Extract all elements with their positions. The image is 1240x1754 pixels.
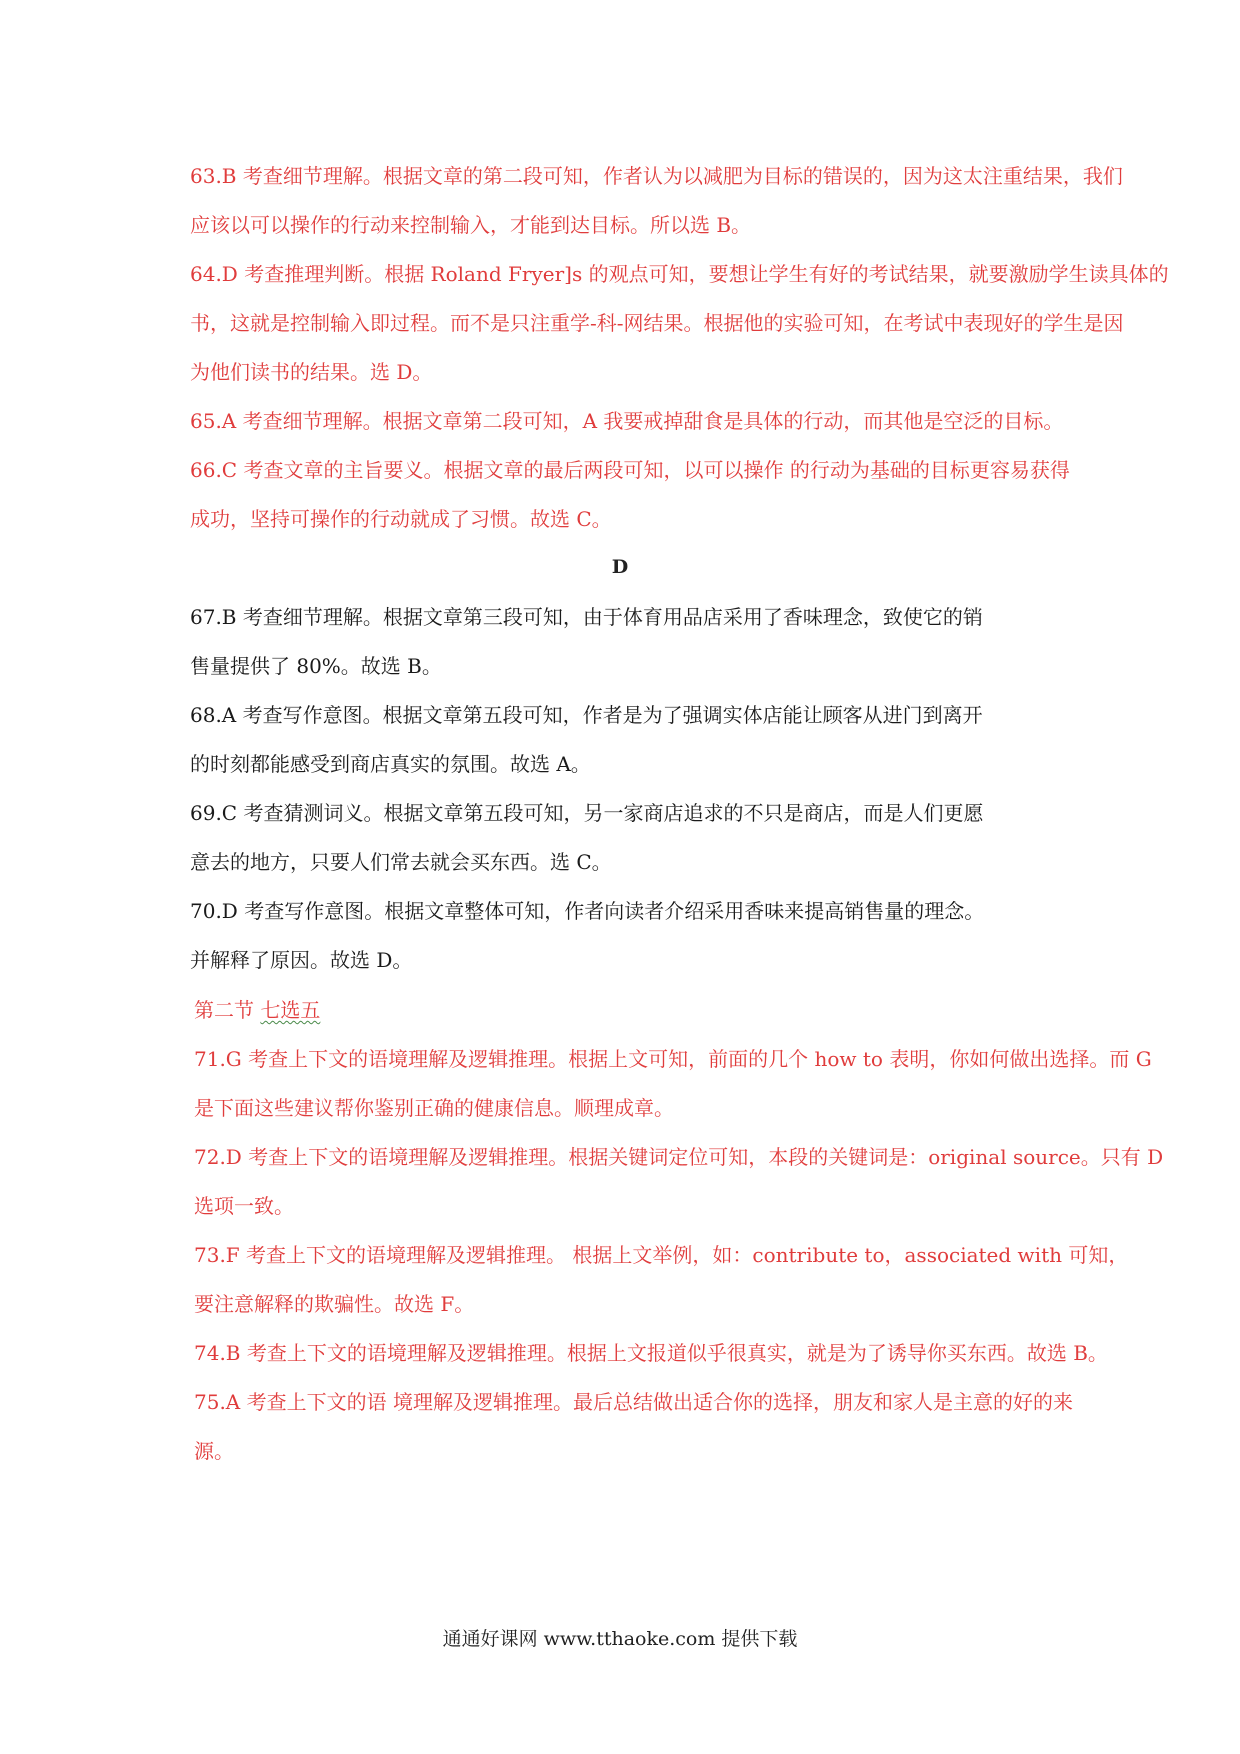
answer-line: 72.D 考查上下文的语境理解及逻辑推理。根据关键词定位可知，本段的关键词是：original source。只有 D [194, 1145, 1164, 1169]
answer-line: 成功，坚持可操作的行动就成了习惯。故选 C。 [190, 507, 612, 531]
answer-line: 63.B 考查细节理解。根据文章的第二段可知，作者认为以减肥为目标的错误的，因为这太注重结果，我们 [190, 164, 1123, 188]
answer-line: 66.C 考查文章的主旨要义。根据文章的最后两段可知，以可以操作 的行动为基础的目标更容易获得 [190, 458, 1070, 482]
answer-line: 为他们读书的结果。选 D。 [190, 360, 433, 384]
answer-line: 71.G 考查上下文的语境理解及逻辑推理。根据上文可知，前面的几个 how to 表明，你如何做出选择。而 G [194, 1047, 1152, 1071]
answer-line: 书，这就是控制输入即过程。而不是只注重学-科-网结果。根据他的实验可知，在考试中表现好的学生是因 [190, 311, 1124, 335]
answer-line: 要注意解释的欺骗性。故选 F。 [194, 1292, 475, 1316]
answer-line: 68.A 考查写作意图。根据文章第五段可知，作者是为了强调实体店能让顾客从进门到离开 [190, 703, 983, 727]
answer-line: 70.D 考查写作意图。根据文章整体可知，作者向读者介绍采用香味来提高销售量的理念。 [190, 899, 985, 923]
answer-line: 65.A 考查细节理解。根据文章第二段可知，A 我要戒掉甜食是具体的行动，而其他是空泛的目标。 [190, 409, 1064, 433]
section2-heading [194, 996, 320, 1024]
answer-line: 75.A 考查上下文的语 境理解及逻辑推理。最后总结做出适合你的选择，朋友和家人是主意的好的来 [194, 1390, 1073, 1414]
answer-line: 74.B 考查上下文的语境理解及逻辑推理。根据上文报道似乎很真实，就是为了诱导你买东西。故选 B。 [194, 1341, 1108, 1365]
answer-line: 69.C 考查猜测词义。根据文章第五段可知，另一家商店追求的不只是商店，而是人们更愿 [190, 801, 984, 825]
section2-heading-title: 七选五 [260, 998, 321, 1022]
page-footer: 通通好课网 www.tthaoke.com 提供下载 [442, 1628, 798, 1650]
answer-line: 64.D 考查推理判断。根据 Roland Fryer]s 的观点可知，要想让学生有好的考试结果，就要激励学生读具体的 [190, 262, 1169, 286]
answer-line: 73.F 考查上下文的语境理解及逻辑推理。 根据上文举例，如：contribute to，associated with 可知， [194, 1243, 1129, 1267]
answer-line: 售量提供了 80%。故选 B。 [190, 654, 442, 678]
answer-line: 意去的地方，只要人们常去就会买东西。选 C。 [190, 850, 612, 874]
answer-line: 并解释了原因。故选 D。 [190, 948, 413, 972]
answer-line: 是下面这些建议帮你鉴别正确的健康信息。顺理成章。 [194, 1096, 674, 1120]
section2-heading-prefix: 第二节 [194, 998, 261, 1022]
section-d-heading: D [611, 556, 629, 578]
answer-line: 的时刻都能感受到商店真实的氛围。故选 A。 [190, 752, 591, 776]
answer-line: 67.B 考查细节理解。根据文章第三段可知，由于体育用品店采用了香味理念，致使它的销 [190, 605, 983, 629]
answer-line: 选项一致。 [194, 1194, 294, 1218]
answer-line: 应该以可以操作的行动来控制输入，才能到达目标。所以选 B。 [190, 213, 752, 237]
answer-line: 源。 [194, 1439, 234, 1463]
